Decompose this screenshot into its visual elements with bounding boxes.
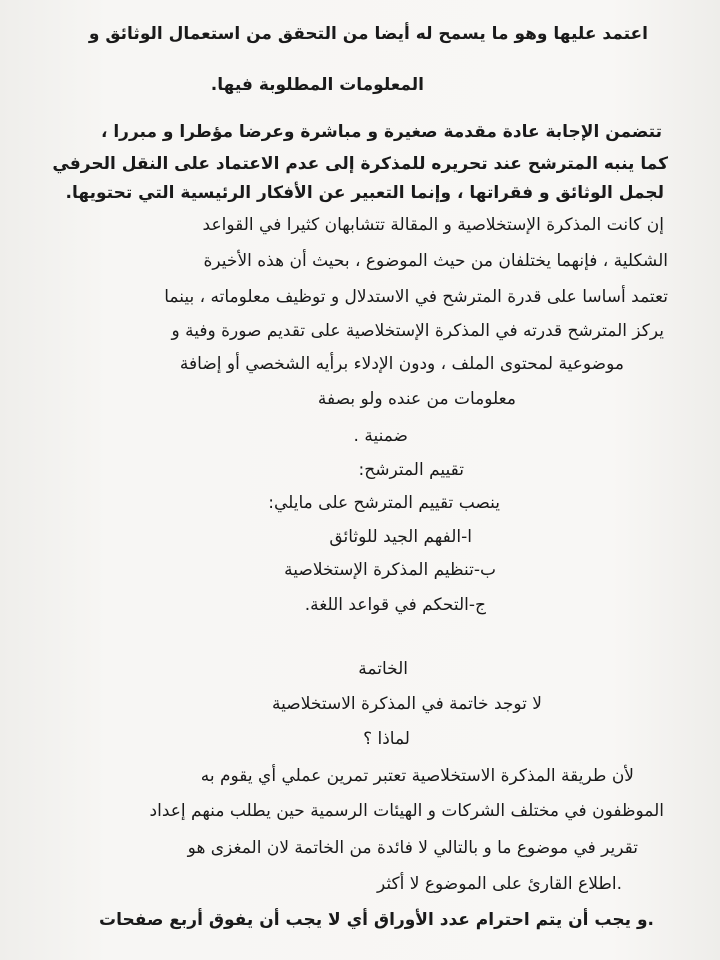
evaluation-intro: ينصب تقييم المترشح على مايلي: [268,493,500,513]
body-line-8: تعتمد أساسا على قدرة المترشح في الاستدلال و توظيف معلوماته ، بينما [164,287,668,307]
conclusion-line-4: تقرير في موضوع ما و بالتالي لا فائدة من الخاتمة لان المغزى هو [187,838,638,858]
body-line-1: اعتمد عليها وهو ما يسمح له أيضا من التحقق من استعمال الوثائق و [88,24,648,44]
evaluation-item-a: ا-الفهم الجيد للوثائق [329,527,472,547]
conclusion-line-1: لا توجد خاتمة في المذكرة الاستخلاصية [272,694,542,714]
section-heading-evaluation: تقييم المترشح: [358,460,464,480]
body-line-2: المعلومات المطلوبة فيها. [210,75,424,95]
evaluation-item-b: ب-تنظيم المذكرة الإستخلاصية [284,560,496,580]
body-line-12: ضمنية . [353,426,408,446]
body-line-3: تتضمن الإجابة عادة مقدمة صغيرة و مباشرة وعرضا مؤطرا و مبررا ، [100,122,662,142]
body-line-6: إن كانت المذكرة الإستخلاصية و المقالة تتشابهان كثيرا في القواعد [202,215,664,235]
body-line-11: معلومات من عنده ولو بصفة [317,389,516,409]
body-line-9: يركز المترشح قدرته في المذكرة الإستخلاصية على تقديم صورة وفية و [171,321,664,341]
evaluation-item-c: ج-التحكم في قواعد اللغة. [304,595,486,615]
conclusion-line-6: .و يجب أن يتم احترام عدد الأوراق أي لا يجب أن يفوق أربع صفحات [99,910,654,930]
body-line-4: كما ينبه المترشح عند تحريره للمذكرة إلى عدم الاعتماد على النقل الحرفي [52,154,668,174]
conclusion-question: لماذا ؟ [363,729,410,749]
body-line-5: لجمل الوثائق و فقراتها ، وإنما التعبير عن الأفكار الرئيسية التي تحتويها. [65,183,664,203]
body-line-7: الشكلية ، فإنهما يختلفان من حيث الموضوع ، بحيث أن هذه الأخيرة [203,251,668,271]
conclusion-line-5: .اطلاع القارئ على الموضوع لا أكثر [377,874,622,894]
conclusion-line-2: لأن طريقة المذكرة الاستخلاصية تعتبر تمرين عملي أي يقوم به [200,766,634,786]
body-line-10: موضوعية لمحتوى الملف ، ودون الإدلاء برأيه الشخصي أو إضافة [179,354,624,374]
conclusion-line-3: الموظفون في مختلف الشركات و الهيئات الرسمية حين يطلب منهم إعداد [149,801,664,821]
section-heading-conclusion: الخاتمة [358,659,408,679]
